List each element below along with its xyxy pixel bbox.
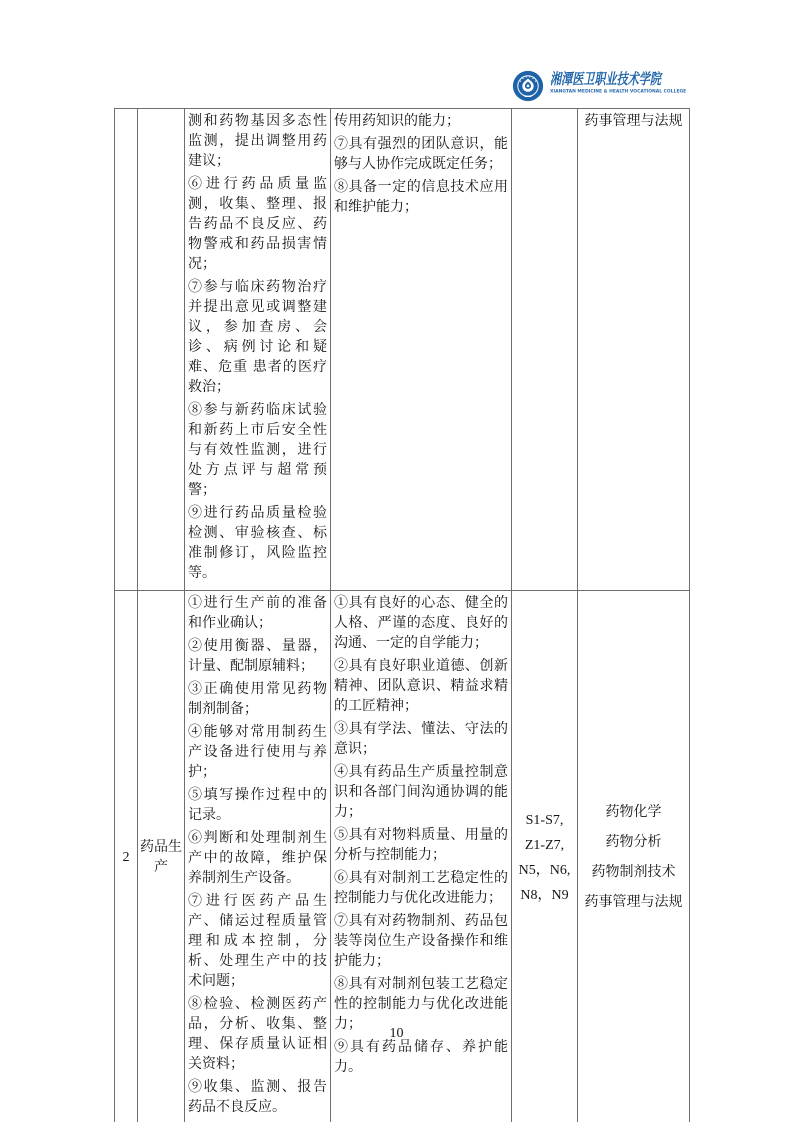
text-line: ⑦具有对药物制剂、药品包装等岗位生产设备操作和维护能力； [334,914,508,969]
curriculum-table [114,108,690,1122]
text-line: ④能够对常用制药生产设备进行使用与养护； [188,725,327,780]
text-line: ⑧具有对制剂包装工艺稳定性的控制能力与优化改进能力； [334,977,508,1032]
text-line: ⑨具有药品储存、养护能力。 [334,1040,508,1075]
row-index-cell [115,109,138,591]
text-line: N8，N9 [520,887,569,903]
tasks-cell [185,109,331,591]
category-cell [138,109,185,591]
text-line: ①具有良好的心态、健全的人格、严谨的态度、良好的沟通、一定的自学能力； [334,596,508,651]
text-line: ⑧参与新药临床试验和新药上市后安全性与有效性监测，进行处方点评与超常预警； [188,403,327,498]
text-line: ⑧检验、检测医药产品，分析、收集、整理、保存质量认证相关资料； [188,997,327,1072]
college-logo-emblem-icon [512,70,544,102]
courses-lines [580,111,687,133]
text-line: ⑦具有强烈的团队意识，能够与人协作完成既定任务； [334,137,508,172]
text-line: ③具有学法、懂法、守法的意识； [334,722,508,757]
tasks-paragraphs [188,112,327,584]
text-line: 药物制剂技术 [591,864,676,880]
abilities-cell [331,591,512,1122]
college-logo [512,70,793,102]
college-logo-text [550,70,793,97]
text-line: ⑦参与临床药物治疗并提出意见或调整建议，参加查房、会诊、病例讨论和疑难、危重 患者的医疗救治； [188,280,327,395]
codes-lines [513,808,576,908]
text-line: ⑨进行药品质量检验检测、审验核查、标准制修订，风险监控等。 [188,506,327,581]
text-line: ⑨收集、监测、报告药品不良反应。 [188,1080,327,1115]
text-line: 传用药知识的能力； [334,114,460,129]
tasks-cell [185,591,331,1122]
page-number: 10 [389,1026,404,1041]
courses-cell [578,591,690,1122]
text-line: ⑦进行医药产品生产、储运过程质量管理和成本控制，分析、处理生产中的技术问题； [188,894,327,989]
text-line: 测和药物基因多态性监测，提出调整用药建议； [188,114,327,169]
abilities-cell [331,109,512,591]
table-row [115,109,690,591]
abilities-paragraphs [334,594,508,1078]
text-line: ③正确使用常见药物制剂制备； [188,682,327,717]
text-line: 药事管理与法规 [584,114,683,129]
text-line: ②使用衡器、量器，计量、配制原辅料； [188,639,327,674]
courses-lines [580,798,687,918]
text-line: 药事管理与法规 [584,894,683,910]
text-line: ⑥判断和处理制剂生产中的故障，维护保养制剂生产设备。 [188,831,327,886]
text-line: S1-S7, [525,812,564,828]
category-cell: 药品生产 [138,591,185,1122]
codes-cell [512,109,578,591]
text-line: ⑤填写操作过程中的记录。 [188,788,327,823]
college-name-cn: 湘潭医卫职业技术学院 [550,70,662,88]
text-line: ⑧具备一定的信息技术应用和维护能力； [334,180,508,215]
text-line: 药物化学 [605,804,662,820]
text-line: ①进行生产前的准备和作业确认； [188,596,327,631]
text-line: Z1-Z7, [524,837,565,853]
text-line: ⑤具有对物料质量、用量的分析与控制能力； [334,828,508,863]
abilities-paragraphs [334,112,508,218]
text-line: 药物分析 [605,834,662,850]
table-row [115,591,690,1122]
text-line: ⑥具有对制剂工艺稳定性的控制能力与优化改进能力； [334,871,508,906]
codes-cell [512,591,578,1122]
text-line: N5，N6, [518,862,571,878]
courses-cell [578,109,690,591]
row-index-cell: 2 [115,591,138,1122]
text-line: ④具有药品生产质量控制意识和各部门间沟通协调的能力； [334,765,508,820]
text-line: ⑥进行药品质量监测，收集、整理、报告药品不良反应、药物警戒和药品损害情况； [188,177,327,272]
college-name-en: XIANGTAN MEDICINE & HEALTH VOCATIONAL COLLEGE [550,88,687,94]
text-line: ②具有良好职业道德、创新精神、团队意识、精益求精的工匠精神； [334,659,508,714]
